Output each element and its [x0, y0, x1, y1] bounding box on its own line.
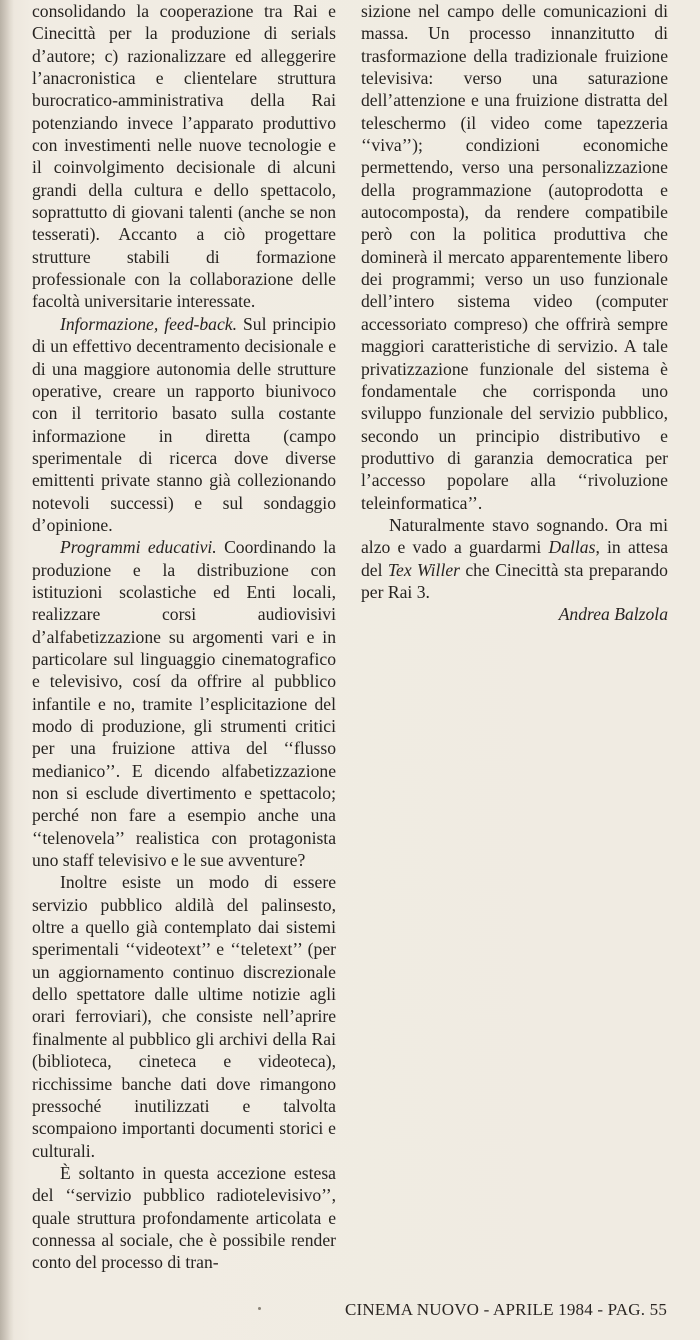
tex-willer-title: Tex Willer: [387, 559, 460, 580]
binding-shadow: [0, 0, 14, 1340]
left-paragraph-1: consolidando la cooperazione tra Rai e Cinecittà per la produzione di serials d’autore; c) razionalizzare ed alleggerire l’anacronistica e clientelare struttura burocratico-amministrativa della Rai potenziando invece l’apparato produttivo con investimenti nelle nuove tecnologie e il coinvolgimento decisionale di alcuni grandi della cultura e dello spettacolo, soprattutto di giovani talenti (anche se non tesserati). Accanto a ciò progettare strutture stabili di formazione professionale con la collaborazione delle facoltà universitarie interessate.: [32, 1, 336, 312]
paper-speck: [258, 1307, 261, 1310]
right-column: [361, 0, 668, 626]
right-paragraph-1: sizione nel campo delle comunicazioni di massa. Un processo innanzitutto di trasformazione della tradizionale fruizione televisiva: verso una saturazione dell’attenzione e una fruizione distratta del teleschermo (il video come tapezzeria ‘‘viva’’); condizioni economiche permettendo, verso una personalizzazione della programmazione (autoprodotta e autocomposta), da rendere compatibile però con la politica produttiva che dominerà il mercato apparentemente libero dei programmi; verso un uso funzionale dell’intero sistema video (computer accessoriato compreso) che offrirà sempre maggiori caratteristiche di servizio. A tale privatizzazione funzionale del sistema è fondamentale che corrisponda uno sviluppo funzionale del servizio pubblico, secondo un principio distributivo e produttivo di garanzia democratica per l’accesso popolare alla ‘‘rivoluzione teleinformatica’’.: [361, 1, 668, 513]
programmi-text: Coordinando la produzione e la distribuzione con istituzioni scolastiche ed Enti locali, realizzare corsi audiovisivi d’alfabetizzazione su argomenti vari e in particolare sul linguaggio cinematografico e televisivo, cosí da offrire al pubblico infantile e no, tramite l’esplicitazione del modo di produzione, gli strumenti critici per una fruizione attiva del ‘‘flusso medianico’’. E dicendo alfabetizzazione non si esclude divertimento e spettacolo; perché non fare a esempio anche una ‘‘telenovela’’ realistica con protagonista uno staff televisivo e le sue avventure?: [32, 537, 336, 871]
left-column: [32, 0, 336, 1274]
left-paragraph-4: Inoltre esiste un modo di essere servizio pubblico aldilà del palinsesto, oltre a quello già contemplato dai sistemi sperimentali ‘‘videotext’’ e ‘‘teletext’’ (per un aggiornamento continuo discrezionale dello spettatore dalle ultime notizie agli orari ferroviari), che consiste nell’aprire finalmente al pubblico gli archivi della Rai (biblioteca, cineteca e videoteca), ricchissime banche dati dove rimangono pressoché inutilizzati e talvolta scompaiono importanti documenti storici e culturali.: [32, 872, 336, 1161]
right-paragraph-2: [361, 514, 668, 603]
closing-text-b: , in attesa del: [361, 537, 668, 580]
page-footer: CINEMA NUOVO - APRILE 1984 - PAG. 55: [345, 1300, 668, 1319]
informazione-text: Sul principio di un effettivo decentramento decisionale e di una maggiore autonomia delle strutture operative, creare un rapporto biunivoco con il territorio basato sulla costante informazione in diretta (campo sperimentale di ricerca dove diverse emittenti private stanno già collezionando notevoli successi) e sul sondaggio d’opinione.: [32, 313, 336, 535]
author-signature: Andrea Balzola: [558, 604, 668, 625]
left-paragraph-2: [32, 313, 336, 536]
left-paragraph-5: È soltanto in questa accezione estesa del ‘‘servizio pubblico radiotelevisivo’’, quale struttura profondamente articolata e connessa al sociale, che è possibile render conto del processo di tran-: [32, 1162, 336, 1273]
closing-text-c: che Cinecittà sta preparando per Rai 3.: [361, 559, 668, 602]
dallas-title: Dallas: [548, 537, 596, 558]
left-paragraph-3: [32, 536, 336, 871]
informazione-heading: Informazione, feed-back.: [60, 313, 237, 334]
programmi-heading: Programmi educativi.: [60, 537, 217, 558]
closing-text-a: Naturalmente stavo sognando. Ora mi alzo e vado a guardarmi: [361, 514, 668, 558]
